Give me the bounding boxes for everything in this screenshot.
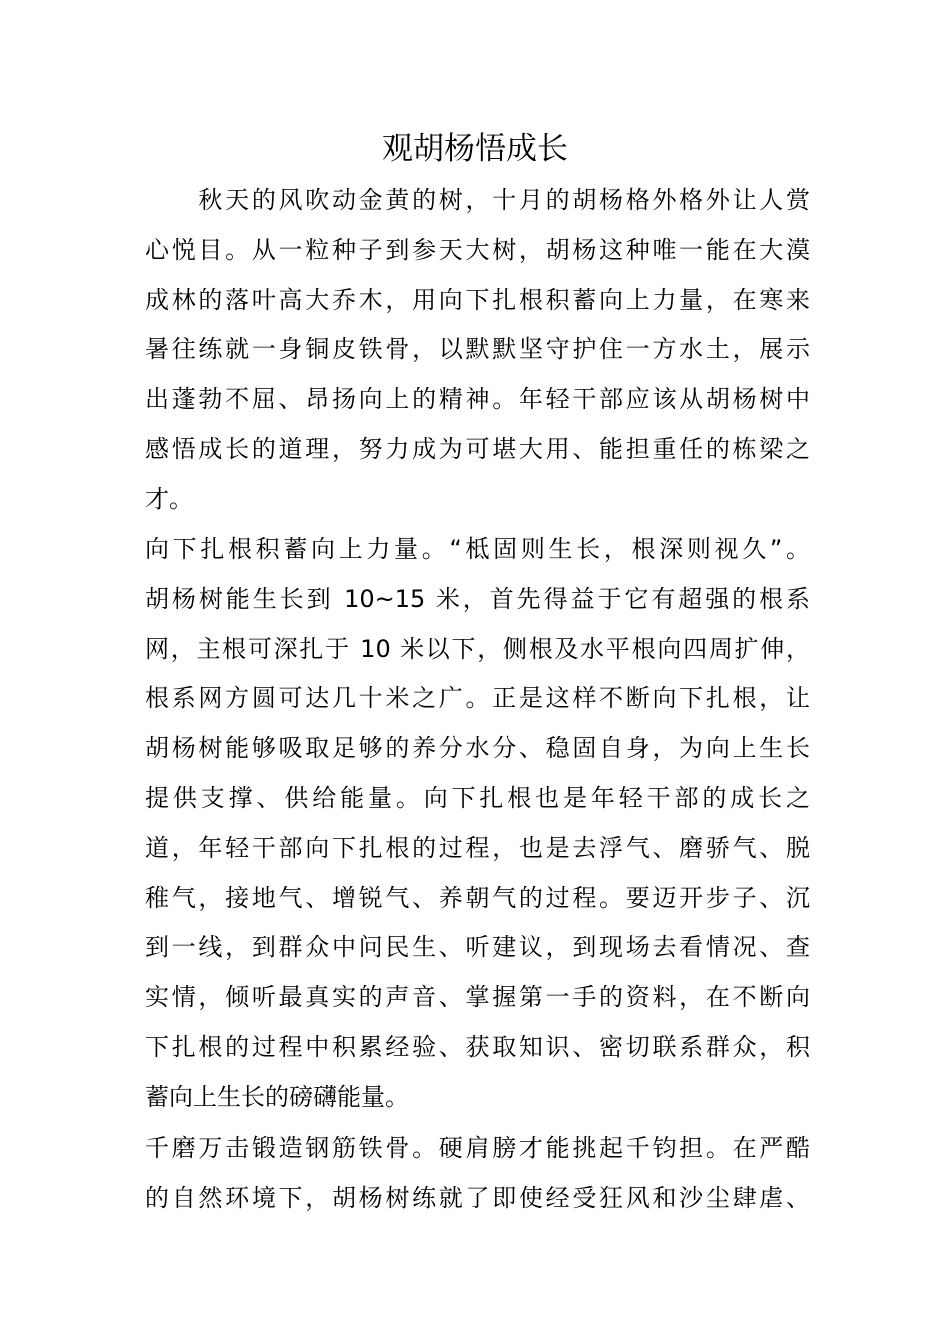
text-line: 稚气，接地气、增锐气、养朝气的过程。要迈开步子、沉 xyxy=(145,883,810,912)
text-line: 下扎根的过程中积累经验、获取知识、密切联系群众，积 xyxy=(145,1032,810,1061)
paragraph-1 xyxy=(145,176,810,525)
text-line: 千磨万击锻造钢筋铁骨。硬肩膀才能挑起千钧担。在严酷 xyxy=(145,1134,810,1162)
text-line: 的自然环境下，胡杨树练就了即使经受狂风和沙尘肆虐、 xyxy=(145,1183,810,1212)
text-line: 网，主根可深扎于 10 米以下，侧根及水平根向四周扩伸， xyxy=(145,634,810,663)
document-title: 观胡杨悟成长 xyxy=(382,131,568,167)
text-line: 提供支撑、供给能量。向下扎根也是年轻干部的成长之 xyxy=(145,783,810,812)
text-line: 才。 xyxy=(145,484,193,513)
text-line: 暑往练就一身铜皮铁骨，以默默坚守护住一方水土，展示 xyxy=(145,335,810,364)
text-line: 蓄向上生长的磅礴能量。 xyxy=(145,1082,409,1111)
text-line: 到一线，到群众中问民生、听建议，到现场去看情况、查 xyxy=(145,933,810,962)
text-line: 实情，倾听最真实的声音、掌握第一手的资料，在不断向 xyxy=(145,983,810,1012)
text-line: 胡杨树能够吸取足够的养分水分、稳固自身，为向上生长 xyxy=(145,734,810,763)
text-line: 秋天的风吹动金黄的树，十月的胡杨格外格外让人赏 xyxy=(145,186,810,214)
text-line: 心悦目。从一粒种子到参天大树，胡杨这种唯一能在大漠 xyxy=(145,235,810,264)
text-line: 感悟成长的道理，努力成为可堪大用、能担重任的栋梁之 xyxy=(145,434,810,463)
text-line: 根系网方圆可达几十米之广。正是这样不断向下扎根，让 xyxy=(145,684,810,713)
text-line: 出蓬勃不屈、昂扬向上的精神。年轻干部应该从胡杨树中 xyxy=(145,385,810,414)
paragraph-3 xyxy=(145,1124,810,1224)
paragraph-2 xyxy=(145,525,810,1123)
text-line: 道，年轻干部向下扎根的过程，也是去浮气、磨骄气、脱 xyxy=(145,833,810,862)
text-line: 成林的落叶高大乔木，用向下扎根积蓄向上力量，在寒来 xyxy=(145,285,810,314)
text-line: 向下扎根积蓄向上力量。“柢固则生长，根深则视久”。 xyxy=(145,535,810,563)
text-line: 胡杨树能生长到 10~15 米，首先得益于它有超强的根系 xyxy=(145,584,810,613)
